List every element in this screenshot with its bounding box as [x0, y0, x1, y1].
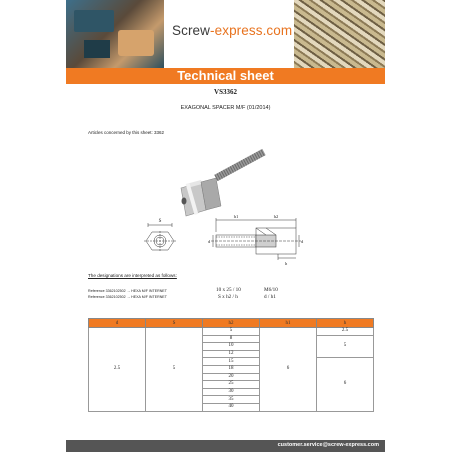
label-d-right: d: [301, 239, 304, 244]
header-h1: h1: [260, 319, 317, 328]
cell-h2: 15: [203, 358, 260, 366]
cell-h2: 8: [203, 335, 260, 343]
articles-concerned: Articles concerned by this sheet: 3362: [88, 130, 165, 135]
header-h2: h2: [203, 319, 260, 328]
table-row: [89, 328, 374, 336]
cell-h: 5: [317, 335, 374, 358]
workshop-photo: [66, 0, 164, 68]
label-h1: h1: [233, 214, 239, 219]
label-d-left: d: [208, 239, 211, 244]
label-s: S: [158, 219, 162, 224]
header-h: h: [317, 319, 374, 328]
technical-sheet-page: [66, 0, 385, 452]
label-h2: h2: [273, 214, 279, 219]
logo-main: Screw: [172, 23, 211, 38]
side-view: [211, 218, 301, 260]
cell-h2: 5: [203, 328, 260, 336]
label-h: h: [285, 261, 288, 266]
header: [66, 0, 385, 68]
cell-d: 2.5: [89, 328, 146, 412]
header-s: S: [146, 319, 203, 328]
cell-h1: 6: [260, 328, 317, 412]
cell-h: 2.5: [317, 328, 374, 336]
cell-h2: 25: [203, 381, 260, 389]
dimensions-table: [88, 318, 374, 412]
logo-accent: -express.com: [210, 23, 293, 38]
header-d: d: [89, 319, 146, 328]
designations-title: The designations are interpreted as follows:: [88, 273, 177, 278]
example-thread: M6/10: [264, 287, 278, 293]
customer-service-email[interactable]: customer.service@screw-express.com: [277, 442, 379, 448]
technical-drawing: [66, 140, 385, 270]
cell-h: 6: [317, 358, 374, 411]
sheet-banner: Technical sheet: [66, 68, 385, 84]
example-legend-2: d / h1: [264, 294, 276, 300]
end-view: [144, 223, 176, 252]
reference-line-2: Reference 3362102502 → HEXA M/F INTERNET: [88, 295, 167, 299]
screws-photo: [294, 0, 385, 68]
example-legend: S x h2 / h: [218, 294, 238, 300]
cell-h2: 30: [203, 388, 260, 396]
reference-line-1: Reference 3362102502 → HEXA M/F INTERNET: [88, 289, 167, 293]
cell-h2: 20: [203, 373, 260, 381]
footer: [66, 440, 385, 452]
table-header-row: [89, 319, 374, 328]
cell-h2: 10: [203, 343, 260, 351]
cell-h2: 35: [203, 396, 260, 404]
cell-s: 5: [146, 328, 203, 412]
product-subtitle: EXAGONAL SPACER M/F (01/2014): [180, 105, 271, 111]
cell-h2: 18: [203, 365, 260, 373]
example-values: 10 x 25 / 10: [216, 287, 241, 293]
cell-h2: 12: [203, 350, 260, 358]
product-code: VS3362: [214, 88, 237, 96]
cell-h2: 40: [203, 403, 260, 411]
site-logo[interactable]: [172, 23, 292, 38]
spacer-photo: [181, 152, 264, 216]
